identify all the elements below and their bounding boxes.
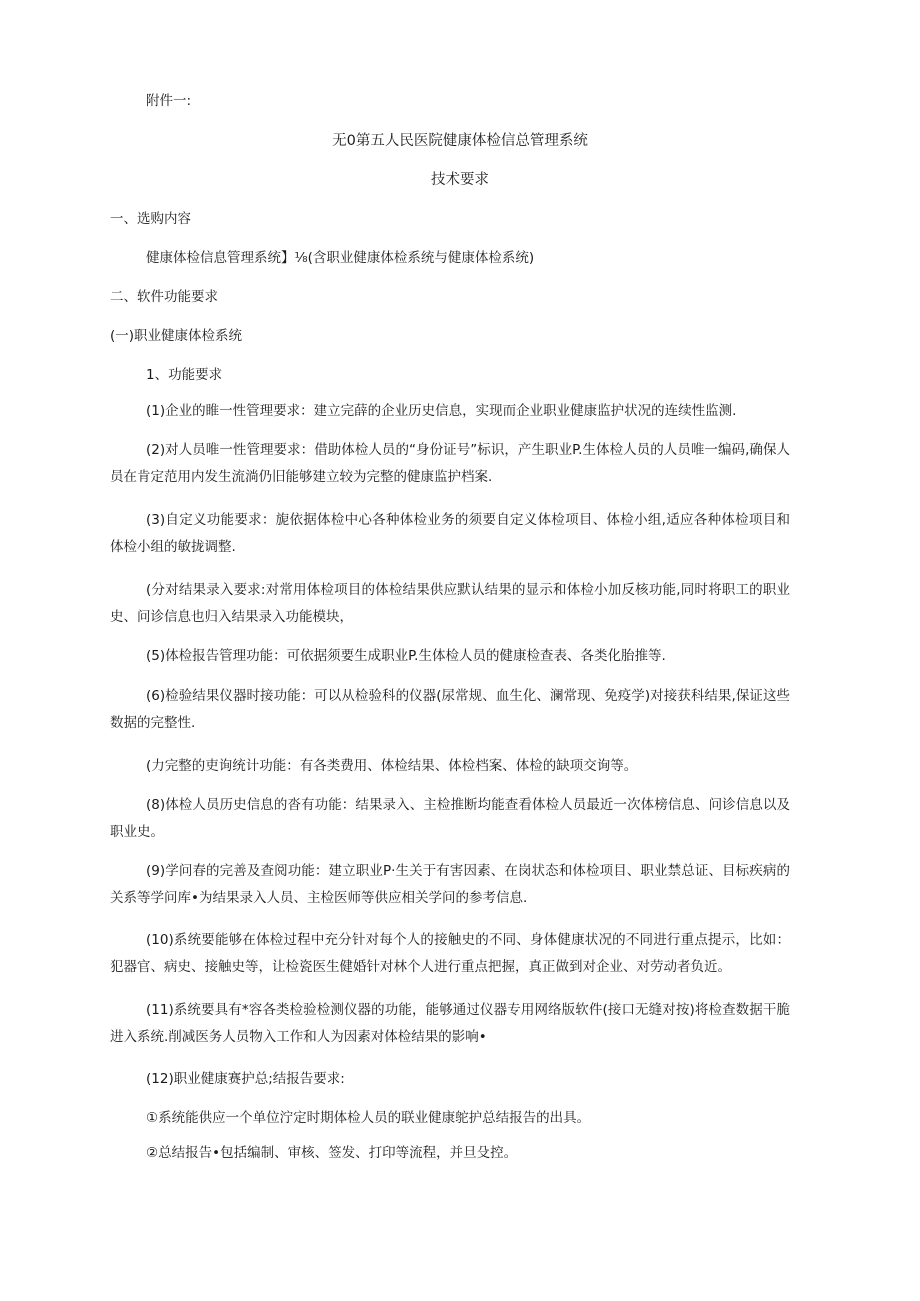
function-heading: 1、功能要求 [146, 367, 223, 383]
purchase-item: 健康体检信息管理系统】⅛(含职业健康体检系统与健康体检系统) [146, 250, 535, 266]
requirement-item-9: (9)学问春的完善及查阅功能：建立职业P·生关于有害因素、在岗状态和体检项目、职业禁总证、目标疾病的关系等学问库•为结果录入人员、主检医师等供应相关学问的参考信息. [110, 863, 790, 906]
requirement-item-10: (10)系统要能够在体检过程中充分针对每个人的接触史的不同、身体健康状况的不同进行重点提示，比如：犯器官、病史、接触史等，让检瓷医生健婚针对林个人进行重点把握，真正做到对企业、对劳动者负近。 [110, 932, 790, 975]
requirement-item-12: (12)职业健康赛护总;结报告要求: [146, 1071, 345, 1087]
requirement-item-11: (11)系统要具有*容各类检验检测仪器的功能，能够通过仪器专用网络版软件(接口无缝对按)将检查数据干脆进入系统.削减医务人员物入工作和人为因素对体检结果的影响• [110, 1002, 790, 1045]
attachment-label: 附件一: [146, 93, 192, 109]
requirement-item-5: (5)体检报告管理功能：可依据须要生成职业P.生体检人员的健康检查表、各类化胎推等. [146, 648, 666, 664]
subsection-heading: (一)职业健康体检系统 [110, 328, 243, 344]
requirement-item-4: (分对结果录入要求:对常用体检项目的体检结果供应默认结果的显示和体检小加反核功能,同时将职工的职业史、问诊信息也归入结果录入功能模块， [110, 582, 790, 625]
requirement-subitem-2: ②总结报告•包括编制、审核、签发、打印等流程，并旦殳控。 [146, 1145, 518, 1161]
requirement-item-3: (3)自定义功能要求：旎依据体检中心各种体检业务的须要自定义体检项目、体检小组,适应各种体检项目和体检小组的敏拢调整. [110, 512, 790, 555]
requirement-item-7: (力完整的吏询统计功能：有各类费用、体检结果、体检档案、体检的缺项交询等。 [146, 758, 638, 774]
requirement-item-1: (1)企业的睢一性管理要求：建立完薛的企业历史信息，实现而企业职业健康监护状况的连续性监测. [146, 403, 737, 419]
requirement-item-6: (6)检验结果仪器时接功能：可以从检验科的仪器(尿常规、血生化、澜常现、免疫学)对接获科结果,保证这些数据的完整性. [110, 688, 790, 731]
document-title: 无0第五人民医院健康体检信总管理系统 [332, 133, 588, 149]
section-heading-2: 二、软件功能要求 [110, 289, 218, 305]
requirement-item-8: (8)体检人员历史信息的沓有功能：结果录入、主检推断均能查看体检人员最近一次体榜信息、问诊信息以及职业史。 [110, 797, 790, 840]
requirement-item-2: (2)对人员唯一性管理要求：借助体检人员的“身份证号”标识，产生职业P.生体检人员的人员唯一编码,确保人员在肯定范用内发生流淌仍旧能够建立较为完整的健康监护档案. [110, 442, 790, 485]
document-subtitle: 技术要求 [431, 172, 489, 188]
section-heading-1: 一、选购内容 [110, 211, 191, 227]
requirement-subitem-1: ①系统能供应一个单位泞定时期体检人员的联业健康鸵护总结报告的出具。 [146, 1110, 591, 1126]
